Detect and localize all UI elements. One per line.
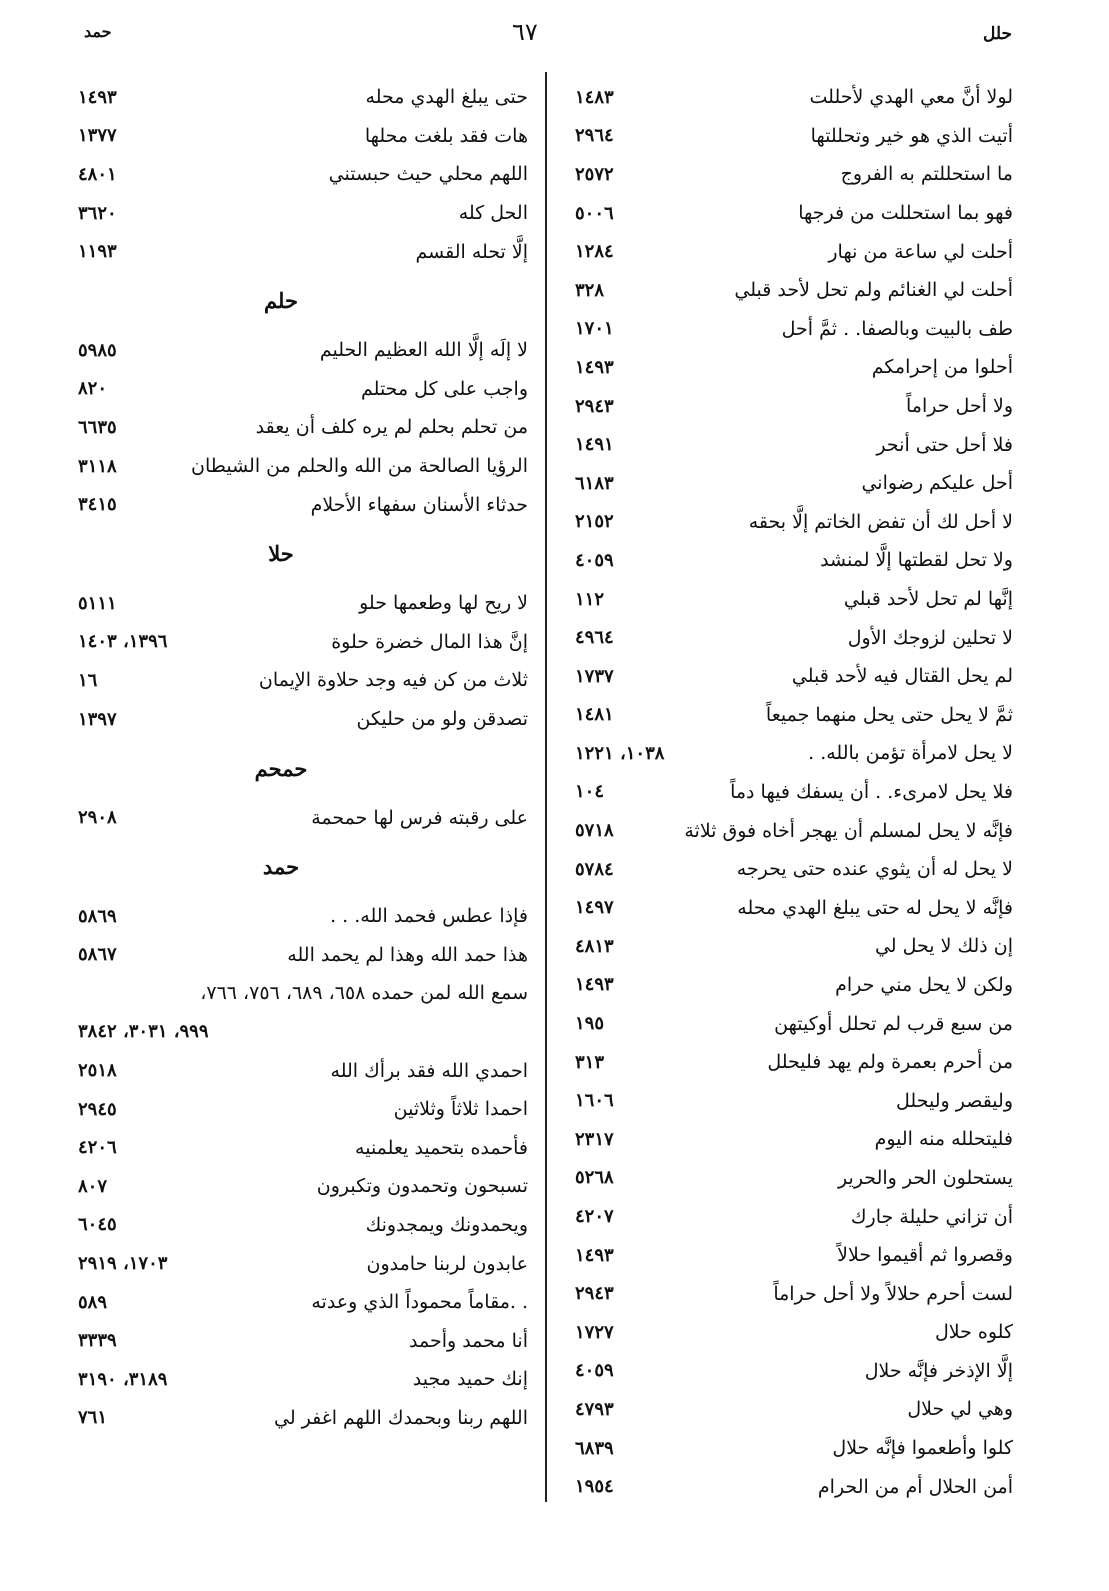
entry-refs: ١٦ [78,669,98,691]
entry-refs: ١٣٩٧ [78,708,117,730]
entry-text: احمدي الله فقد برأك الله [330,1059,528,1082]
entry-refs: ٤٠٥٩ [575,1360,614,1382]
entry-refs: ٣٤١٥ [78,494,117,516]
index-entry [78,623,528,662]
entry-refs: ٣١١٨ [78,455,117,477]
entry-refs: ١٩٥٤ [575,1476,614,1498]
entry-refs: ٦١٨٣ [575,472,614,494]
index-entry [78,117,528,156]
entry-refs: ١٩٥ [575,1013,605,1035]
entry-text: واجب على كل محتلم [361,377,528,400]
index-entry [78,485,528,524]
entry-refs: ٥٨٩ [78,1291,108,1313]
index-entry [575,464,1013,503]
entry-text: فلا يحل لامرىء. . أن يسفك فيها دماً [730,780,1013,803]
entry-refs: ١٤٩١ [575,434,614,456]
entry-refs: ٢٥٧٢ [575,163,614,185]
entry-refs: ٨٠٧ [78,1175,108,1197]
entry-refs: ١٤٨٣ [575,86,614,108]
entry-text: الحل كله [458,202,528,225]
index-entry [575,1120,1013,1159]
entry-text: فأحمده بتحميد يعلمنيه [355,1136,528,1159]
index-entry [575,271,1013,310]
index-entry [78,700,528,739]
entry-refs: ١٣٩٦، ١٤٠٣ [78,631,168,653]
index-entry [575,1043,1013,1082]
index-entry [575,78,1013,117]
entry-refs: ٤٢٠٦ [78,1137,117,1159]
index-entry [575,1274,1013,1313]
entry-refs: ٥٩٨٥ [78,339,117,361]
entry-text: إنَّ هذا المال خضرة حلوة [331,630,528,653]
entry-refs: ١٧٣٧ [575,665,614,687]
entry-text: ثمَّ لا يحل حتى يحل منهما جميعاً [765,703,1013,726]
entry-refs: ١٤٩٣ [575,1244,614,1266]
entry-text: أحلت لي الغنائم ولم تحل لأحد قبلي [734,279,1013,302]
entry-text: احمدا ثلاثاً وثلاثين [393,1098,528,1121]
entry-text: ولا أحل حراماً [906,395,1013,418]
index-entry [575,927,1013,966]
index-entry [78,155,528,194]
entry-refs: ٣١٣ [575,1051,605,1073]
entry-text: لا ريح لها وطعمها حلو [359,592,528,615]
entry-text: هذا حمد الله وهذا لم يحمد الله [287,943,528,966]
entry-text: ولا تحل لقطتها إلَّا لمنشد [820,549,1013,572]
index-entry [575,888,1013,927]
entry-text: لا أحل لك أن تفض الخاتم إلَّا بحقه [748,510,1013,533]
index-entry [575,1159,1013,1198]
entry-refs: ٥٧٨٤ [575,858,614,880]
entry-refs: ٢١٥٢ [575,511,614,533]
entry-refs: ٣٣٣٩ [78,1330,117,1352]
index-entry [575,850,1013,889]
index-entry [78,194,528,233]
entry-refs: ١٤٩٧ [575,897,614,919]
entry-refs: ٢٩٦٤ [575,125,614,147]
entry-refs: ٤٢٠٧ [575,1206,614,1228]
index-entry [78,78,528,117]
left-column [78,78,528,1437]
entry-refs: ٣٢٨ [575,279,605,301]
section-heading-text: حلم [264,288,298,314]
entry-text: على رقبته فرس لها حمحمة [311,806,528,829]
entry-text: ويحمدونك ويمجدونك [365,1213,528,1236]
entry-refs: ٢٣١٧ [575,1128,614,1150]
right-running-head: حلل [982,24,1012,44]
column-divider [545,72,547,1502]
entry-text: أن تزاني حليلة جارك [850,1205,1013,1228]
index-entry [78,331,528,370]
index-entry [78,447,528,486]
entry-refs: ١٤٩٣ [575,356,614,378]
entry-refs: ١٣٧٧ [78,125,117,147]
index-entry [575,1352,1013,1391]
entry-text: وليقصر وليحلل [896,1089,1013,1112]
entry-refs: ١٦٠٦ [575,1090,614,1112]
entry-refs: ٤٨٠١ [78,163,117,185]
entry-text: فإنَّه لا يحل له حتى يبلغ الهدي محله [737,896,1013,919]
index-entry [575,194,1013,233]
entry-refs: ٥٠٠٦ [575,202,614,224]
entry-text: يستحلون الحر والحرير [838,1166,1013,1189]
section-heading [78,271,528,331]
entry-text: لا تحلين لزوجك الأول [847,626,1013,649]
entry-text: لولا أنَّ معي الهدي لأحللت [809,86,1013,109]
index-entry [78,798,528,837]
entry-text: حتى يبلغ الهدي محله [365,86,528,109]
entry-text: كلوه حلال [934,1321,1013,1344]
entry-refs: ١٧٠١ [575,318,614,340]
entry-refs: ٣١٨٩، ٣١٩٠ [78,1368,168,1390]
entry-text: فلا أحل حتى أنحر [876,433,1013,456]
entry-refs: ٣٦٢٠ [78,202,117,224]
entry-refs: ١٧٠٣، ٢٩١٩ [78,1253,168,1275]
entry-refs: ٢٩٤٥ [78,1098,117,1120]
entry-refs: ٢٩٠٨ [78,807,117,829]
entry-refs: ٤٠٥٩ [575,549,614,571]
index-entry [78,1051,528,1090]
entry-text: كلوا وأطعموا فإنَّه حلال [832,1437,1013,1460]
entry-text: طف بالبيت وبالصفا. . ثمَّ أحل [781,317,1013,340]
index-entry [78,661,528,700]
index-entry [575,1390,1013,1429]
index-entry [575,1081,1013,1120]
entry-text: عابدون لربنا حامدون [366,1252,528,1275]
entry-text: الرؤيا الصالحة من الله والحلم من الشيطان [191,455,528,478]
section-heading-text: حمحم [254,755,308,781]
index-entry [575,580,1013,619]
entry-text: فليتحلله منه اليوم [874,1128,1013,1151]
index-entry [575,503,1013,542]
entry-refs: ٥١١١ [78,592,117,614]
entry-refs: ٢٥١٨ [78,1060,117,1082]
entry-text: وهي لي حلال [907,1398,1013,1421]
entry-refs: ١٧٢٧ [575,1321,614,1343]
section-heading-text: حمد [262,854,300,880]
index-entry [575,387,1013,426]
index-entry [78,974,528,1013]
section-heading [78,738,528,798]
entry-text: إن ذلك لا يحل لي [874,935,1013,958]
index-entry [575,232,1013,271]
entry-refs: ١١٩٣ [78,241,117,263]
entry-refs: ٥٧١٨ [575,820,614,842]
entry-text: إنك حميد مجيد [412,1368,528,1391]
index-entry [575,1429,1013,1468]
entry-text: لا يحل له أن يثوي عنده حتى يحرجه [736,858,1013,881]
index-entry [78,1283,528,1322]
entry-text: فهو بما استحللت من فرجها [798,202,1013,225]
entry-text: لا يحل لامرأة تؤمن بالله. . [808,742,1013,765]
index-entry [575,1313,1013,1352]
entry-text: لا إلَه إلَّا الله العظيم الحليم [319,339,528,362]
index-entry [78,584,528,623]
entry-refs: ٧٦١ [78,1407,108,1429]
entry-refs: ٨٢٠ [78,378,108,400]
entry-refs: ١٤٨١ [575,704,614,726]
index-entry [78,1360,528,1399]
index-entry [575,1236,1013,1275]
right-column [575,78,1013,1506]
index-entry [575,811,1013,850]
page-number: ٦٧ [512,18,538,46]
entry-text: وقصروا ثم أقيموا حلالاً [837,1244,1013,1267]
entry-text: تسبحون وتحمدون وتكبرون [316,1175,528,1198]
index-entry [575,773,1013,812]
entry-text: سمع الله لمن حمده ٦٥٨، ٦٨٩، ٧٥٦، ٧٦٦، [200,982,528,1005]
section-heading [78,837,528,897]
entry-text: من تحلم بحلم لم يره كلف أن يعقد [255,416,528,439]
index-entry [78,1321,528,1360]
index-entry [78,1399,528,1438]
index-entry [575,117,1013,156]
entry-text: ولكن لا يحل مني حرام [835,973,1013,996]
entry-text: اللهم ربنا وبحمدك اللهم اغفر لي [274,1406,528,1429]
entry-text: ثلاث من كن فيه وجد حلاوة الإيمان [258,669,528,692]
entry-refs: ٤٨١٣ [575,935,614,957]
index-entry [575,155,1013,194]
entry-text: أمن الحلال أم من الحرام [817,1475,1013,1498]
index-entry [78,232,528,271]
entry-refs: ٢٩٤٣ [575,1283,614,1305]
entry-text: اللهم محلي حيث حبستني [328,163,528,186]
index-entry [78,1128,528,1167]
index-entry [78,408,528,447]
index-entry [575,348,1013,387]
index-entry [575,541,1013,580]
entry-refs: ٤٧٩٣ [575,1398,614,1420]
entry-text: فإذا عطس فحمد الله. . . [330,905,528,928]
entry-refs: ١٠٣٨، ١٢٢١ [575,742,665,764]
entry-text: أنا محمد وأحمد [409,1329,528,1352]
entry-refs: ٦٠٤٥ [78,1214,117,1236]
index-entry [78,1167,528,1206]
index-entry [575,1197,1013,1236]
entry-text: من سبع قرب لم تحلل أوكيتهن [774,1012,1013,1035]
section-heading [78,524,528,584]
entry-refs: ٢٩٤٣ [575,395,614,417]
entry-refs: ١١٢ [575,588,605,610]
index-entry [575,734,1013,773]
entry-refs: ٦٦٣٥ [78,416,117,438]
entry-refs: ٤٩٦٤ [575,627,614,649]
index-entry [78,370,528,409]
entry-text: لست أحرم حلالاً ولا أحل حراماً [773,1282,1013,1305]
index-entry [78,1244,528,1283]
index-entry [78,1090,528,1129]
index-entry [575,1004,1013,1043]
entry-text: إنَّها لم تحل لأحد قبلي [843,588,1013,611]
entry-text: ما استحللتم به الفروج [840,163,1013,186]
index-entry [78,1206,528,1245]
left-running-head: حمد [84,22,112,41]
entry-refs: ٥٢٦٨ [575,1167,614,1189]
entry-text: هات فقد بلغت محلها [364,124,528,147]
index-entry [575,1467,1013,1506]
entry-continuation: ٩٩٩، ٣٠٣١، ٣٨٤٢ [78,1021,209,1043]
entry-refs: ١٢٨٤ [575,241,614,263]
index-entry [575,966,1013,1005]
entry-text: إلَّا تحله القسم [415,240,528,263]
index-entry [575,425,1013,464]
index-entry [575,618,1013,657]
index-entry [78,897,528,936]
section-heading-text: حلا [268,541,294,567]
entry-text: إلَّا الإذخر فإنَّه حلال [864,1359,1013,1382]
entry-text: من أحرم بعمرة ولم يهد فليحلل [767,1051,1013,1074]
entry-text: فإنَّه لا يحل لمسلم أن يهجر أخاه فوق ثلاثة [684,819,1013,842]
entry-text: أحلت لي ساعة من نهار [828,240,1013,263]
entry-text: أحل عليكم رضواني [861,472,1013,495]
entry-text: حدثاء الأسنان سفهاء الأحلام [310,493,528,516]
entry-refs: ٦٨٣٩ [575,1437,614,1459]
entry-text: . .مقاماً محموداً الذي وعدته [311,1291,528,1314]
index-entry [575,657,1013,696]
entry-refs: ١٠٤ [575,781,605,803]
entry-text: أحلوا من إحرامكم [871,356,1013,379]
entry-text: لم يحل القتال فيه لأحد قبلي [791,665,1013,688]
entry-refs: ٥٨٦٩ [78,905,117,927]
entry-text: تصدقن ولو من حليكن [356,708,528,731]
entry-text: أتيت الذي هو خير وتحللتها [810,124,1013,147]
index-entry [575,310,1013,349]
entry-refs: ٥٨٦٧ [78,944,117,966]
entry-refs: ١٤٩٣ [575,974,614,996]
entry-refs: ١٤٩٣ [78,86,117,108]
page-header [0,14,1109,54]
index-entry [575,696,1013,735]
index-entry [78,936,528,975]
